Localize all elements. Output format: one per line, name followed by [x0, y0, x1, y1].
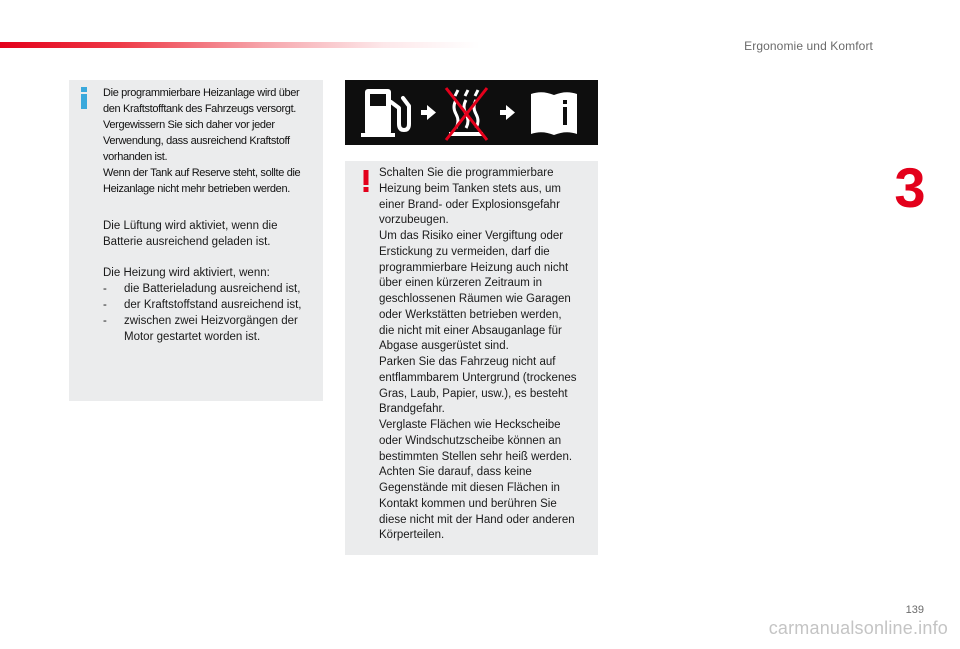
list-item-text: zwischen zwei Heizvorgängen der Motor gestartet worden ist.	[124, 315, 298, 343]
header-accent-bar	[0, 42, 480, 48]
warning-text: Schalten Sie die programmierbare Heizung beim Tanken stets aus, um einer Brand- oder Explosionsgefahr vorzubeugen. Um das Risiko einer Vergiftung oder Erstickung zu vermeiden, darf die programmierbare Heizung auch nicht über einen kürzeren Zeitraum in geschlossenen Räumen wie Garagen oder Werkstätten betrieben werden, die nicht mit einer Absauganlage für Abgase ausgerüstet sind. Parken Sie das Fahrzeug nicht auf entflammbarem Untergrund (trockenes Gras, Laub, Papier, usw.), es besteht Brandgefahr. Verglaste Flächen wie Heckscheibe oder Windschutzscheibe können an bestimmten Stellen sehr heiß werden. Achten Sie darauf, dass keine Gegenstände mit diesen Flächen in Kontakt kommen und berühren Sie diese nicht mit der Hand oder anderen Körperteilen.	[379, 167, 577, 542]
list-item	[103, 297, 321, 313]
heating-conditions-list	[103, 281, 321, 345]
heating-off-icon	[446, 88, 487, 140]
info-panel	[69, 80, 323, 401]
chapter-number: 3	[894, 156, 926, 219]
watermark: carmanualsonline.info	[768, 618, 948, 638]
page-number: 139	[905, 604, 924, 616]
arrow-right-icon	[500, 105, 515, 120]
list-dash: -	[103, 283, 107, 295]
list-item-text: der Kraftstoffstand ausreichend ist,	[124, 299, 302, 311]
list-item	[103, 281, 321, 297]
arrow-right-icon	[421, 105, 436, 120]
list-item	[103, 313, 321, 345]
icon-sequence	[345, 80, 598, 145]
section-title: Ergonomie und Komfort	[744, 39, 873, 53]
info-note-text: Die programmierbare Heizanlage wird über den Kraftstofftank des Fahrzeugs versorgt. Vergewissern Sie sich daher vor jeder Verwendung, dass ausreichend Kraftstoff vorhanden ist. Wenn der Tank auf Reserve steht, sollte die Heizanlage nicht mehr betrieben werden.	[103, 87, 301, 195]
warning-panel	[345, 161, 598, 555]
manual-info-icon	[531, 92, 577, 135]
ventilation-text: Die Lüftung wird aktiviet, wenn die Batterie ausreichend geladen ist.	[103, 220, 278, 248]
list-dash: -	[103, 299, 107, 311]
list-dash: -	[103, 315, 107, 327]
list-item-text: die Batterieladung ausreichend ist,	[124, 283, 301, 295]
refuelling-icon-banner	[345, 80, 598, 145]
fuel-pump-icon	[361, 89, 409, 137]
heating-intro: Die Heizung wird aktiviert, wenn:	[103, 267, 270, 279]
warning-exclamation-icon	[362, 170, 370, 192]
info-icon	[78, 87, 92, 109]
